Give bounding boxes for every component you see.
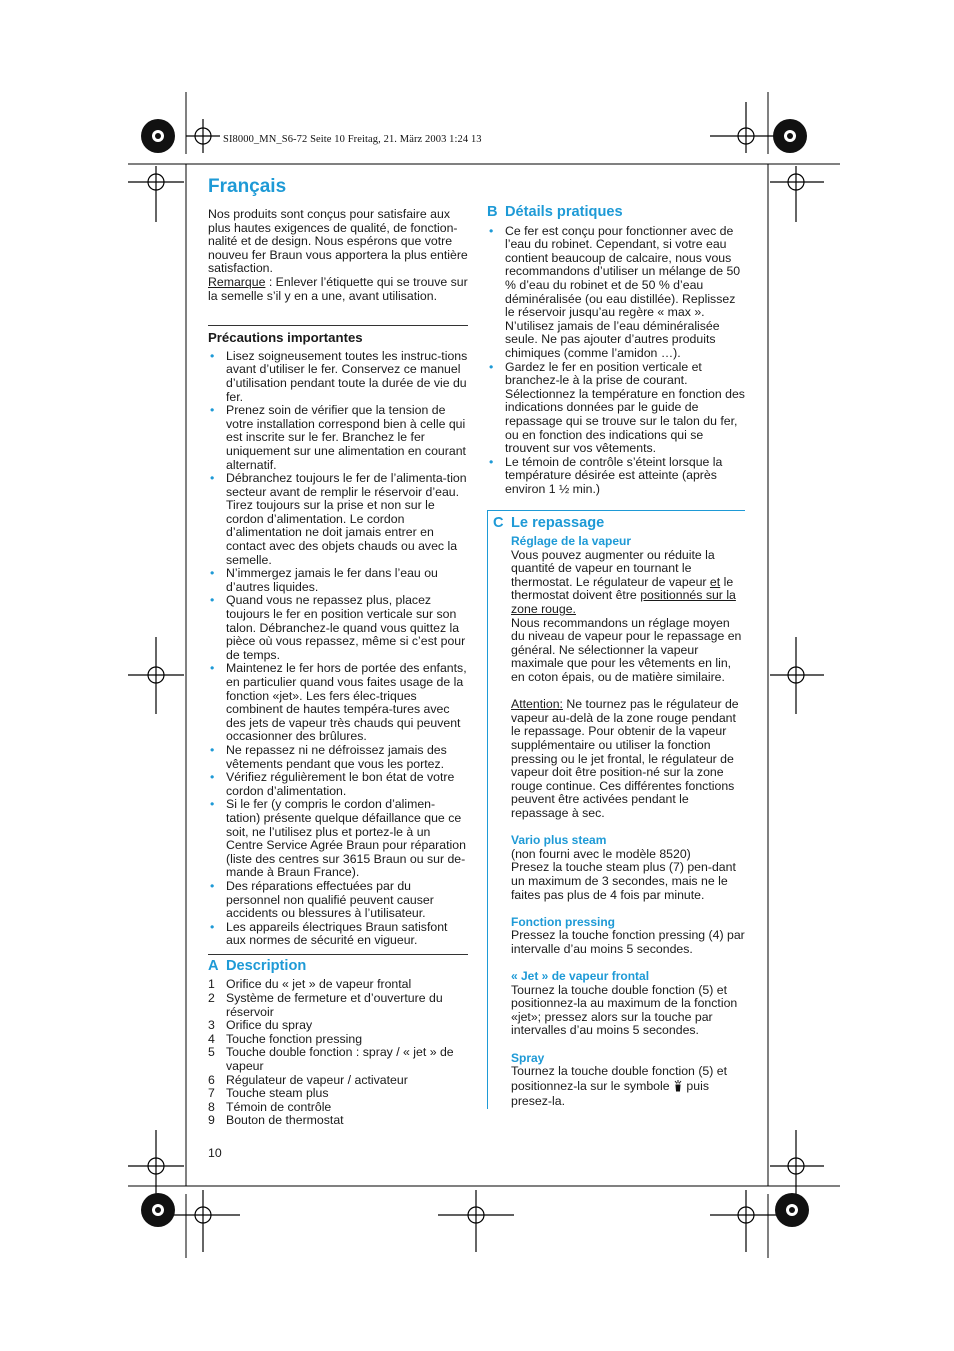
spray-text: Tournez la touche double fonction (5) et positionnez-la sur le symbole puis presez-la. <box>511 1064 728 1109</box>
list-item: 2 Système de fermeture et d’ouverture du réservoir <box>208 991 443 1019</box>
list-item: 9 Bouton de thermostat <box>208 1113 344 1128</box>
bullet-icon: • <box>489 454 494 469</box>
description-list <box>208 978 468 1128</box>
jet-text: Tournez la touche double fonction (5) et positionnez-la au maximum de la fonction «jet»; pressez alors sur la touche par intervalles d’au moins 5 secondes. <box>511 982 738 1038</box>
section-c-heading: C Le repassage <box>493 515 605 532</box>
remark-label: Remarque <box>208 274 266 289</box>
spray-symbol-icon <box>673 1079 683 1096</box>
list-item: • N’immergez jamais le fer dans l’eau ou d’autres liquides. <box>210 566 438 594</box>
list-item: 7 Touche steam plus <box>208 1086 329 1101</box>
list-item: • Lisez soigneusement toutes les instruc-tions avant d’utiliser le fer. Conservez ce manuel d’utilisation pendant toute la durée de vie du fer. <box>210 348 468 404</box>
list-item: • Des réparations effectuées par du personnel non qualifié peuvent causer accidents ou blessures à l’utilisateur. <box>210 878 434 921</box>
list-item: • Vérifiez régulièrement le bon état de votre cordon d’alimentation. <box>210 770 455 798</box>
list-item: • Le témoin de contrôle s’éteint lorsque la température désirée est atteinte (après environ 1 ½ min.) <box>489 454 723 496</box>
list-item: 3 Orifice du spray <box>208 1018 313 1033</box>
list-item: • Gardez le fer en position verticale et branchez-le à la prise de courant. Sélectionnez la température en fonction des indications données par le guide de repassage qui se trouve sur le talon du fer, ou en fonction des indications qui se trouvent sur vos vêtements. <box>489 359 745 456</box>
list-item: • Les appareils électriques Braun satisfont aux normes de sécurité en vigueur. <box>210 919 448 948</box>
spray-title: Spray <box>511 1050 545 1065</box>
pressing-text: Pressez la touche fonction pressing (4) par intervalle d’au moins 5 secondes. <box>511 928 745 956</box>
list-item: 8 Témoin de contrôle <box>208 1099 332 1114</box>
list-item: • Maintenez le fer hors de portée des enfants, en particulier quand vous faites usage de la fonction «jet». Les fers élec-triques combinent de hautes tempéra-tures avec des jets de vapeur très chauds qui peuvent occasionner des brûlures. <box>210 661 467 744</box>
vario-title: Vario plus steam <box>511 833 607 848</box>
bullet-icon: • <box>210 593 215 608</box>
list-item: 1 Orifice du « jet » de vapeur frontal <box>208 977 412 992</box>
intro-remark <box>208 276 468 303</box>
list-item: 5 Touche double fonction : spray / « jet » de vapeur <box>208 1045 454 1074</box>
vario-note: (non fourni avec le modèle 8520) <box>511 846 691 861</box>
section-c-box <box>487 510 745 1109</box>
bullet-icon: • <box>210 878 215 893</box>
page-number: 10 <box>208 1146 222 1160</box>
bullet-icon: • <box>210 566 215 581</box>
divider <box>208 325 468 326</box>
steam-p1: Vous pouvez augmenter ou réduite la quantité de vapeur en tournant le thermostat. Le régulateur de vapeur et le thermostat doivent être positionnés sur la zone rouge. <box>511 547 736 617</box>
jet-title: « Jet » de vapeur frontal <box>511 969 650 984</box>
divider <box>208 954 468 955</box>
list-item: 6 Régulateur de vapeur / activateur <box>208 1072 408 1087</box>
bullet-icon: • <box>210 403 215 418</box>
list-item: • Débranchez toujours le fer de l’alimenta-tion secteur avant de remplir le réservoir d’eau. Tirez toujours sur la prise et non sur le cordon d’alimentation. Le cordon d’alimentation ne doit jamais entrer en contact avec des objets chauds ou avec la semelle. <box>210 471 467 567</box>
section-a-heading: A Description <box>208 957 307 974</box>
bullet-icon: • <box>489 359 494 374</box>
precautions-list <box>208 350 468 948</box>
bullet-icon: • <box>210 742 215 757</box>
bullet-icon: • <box>210 770 215 785</box>
list-item: • Ce fer est conçu pour fonctionner avec de l’eau du robinet. Cependant, si votre eau contient beaucoup de calcaire, nous vous recommandons d’utiliser un mélange de 50 % d’eau du robinet et de 50 % d’eau déminéralisée (ou eau distillée). Replissez le réservoir jusqu’au regère « max ». N’utilisez jamais de l’eau déminéralisée seule. Ne pas ajouter d’autres produits chimiques (comme l’amidon …). <box>489 223 741 360</box>
page-title: Français <box>208 176 287 197</box>
steam-attention: Attention: Ne tournez pas le régulateur de vapeur au-delà de la zone rouge pendant le repassage. Pour obtenir de la vapeur supplémentaire ou utiliser la fonction pressing ou le jet frontal, le régulateur de vapeur doit être position-né sur la zone rouge continue. Ces différentes fonctions peuvent être activées pendant le repassage à sec. <box>511 697 739 820</box>
list-item: • Prenez soin de vérifier que la tension de votre installation correspond bien à celle qui est inscrite sur le fer. Branchez le fer uniquement sur une alimentation en courant alternatif. <box>210 403 466 472</box>
bullet-icon: • <box>210 661 215 676</box>
list-item: 4 Touche fonction pressing <box>208 1031 363 1046</box>
bullet-icon: • <box>489 223 494 238</box>
left-column <box>208 208 468 1128</box>
remark-text: : Enlever l’étiquette qui se trouve sur la semelle s’il y en a une, avant utilisation. <box>208 274 468 303</box>
bullet-icon: • <box>210 797 215 812</box>
pressing-title: Fonction pressing <box>511 914 616 929</box>
practical-details-list <box>487 225 745 497</box>
bullet-icon: • <box>210 919 215 934</box>
bullet-icon: • <box>210 471 215 486</box>
vario-text: Presez la touche steam plus (7) pen-dant un maximum de 3 secondes, mais ne le faites pas plus de 4 fois par minute. <box>511 860 736 902</box>
list-item: • Quand vous ne repassez plus, placez toujours le fer en position verticale sur son talon. Débranchez-le quand vous quittez la pièce où vous repassez, même si c’est pour de temps. <box>210 593 466 662</box>
list-item: • Ne repassez ni ne défroissez jamais des vêtements pendant que vous les portez. <box>210 742 447 771</box>
precautions-heading: Précautions importantes <box>208 330 363 346</box>
bullet-icon: • <box>210 348 215 363</box>
list-item: • Si le fer (y compris le cordon d’alimen-tation) présente quelque défaillance que ce soit, ne l’utilisez plus et portez-le à un Centre Service Agrée Braun pour réparation (liste des centres sur 3615 Braun ou sur de-mande à Braun France). <box>210 797 466 880</box>
steam-title: Réglage de la vapeur <box>511 534 632 549</box>
file-header: SI8000_MN_S6-72 Seite 10 Freitag, 21. März 2003 1:24 13 <box>223 134 482 145</box>
steam-p2: Nous recommandons un réglage moyen du niveau de vapeur pour le repassage en général. Ne sélectionner la vapeur maximale que pour les vêtements en lin, en coton épais, ou de matière similaire. <box>511 615 742 684</box>
section-b-heading: B Détails pratiques <box>487 204 623 220</box>
right-column <box>487 206 745 1109</box>
intro-text: Nos produits sont conçus pour satisfaire aux plus hautes exigences de qualité, de fonction-nalité et de design. Nous espérons que votre nouveu fer Braun vous apportera la plus entière satisfaction. <box>208 207 468 276</box>
